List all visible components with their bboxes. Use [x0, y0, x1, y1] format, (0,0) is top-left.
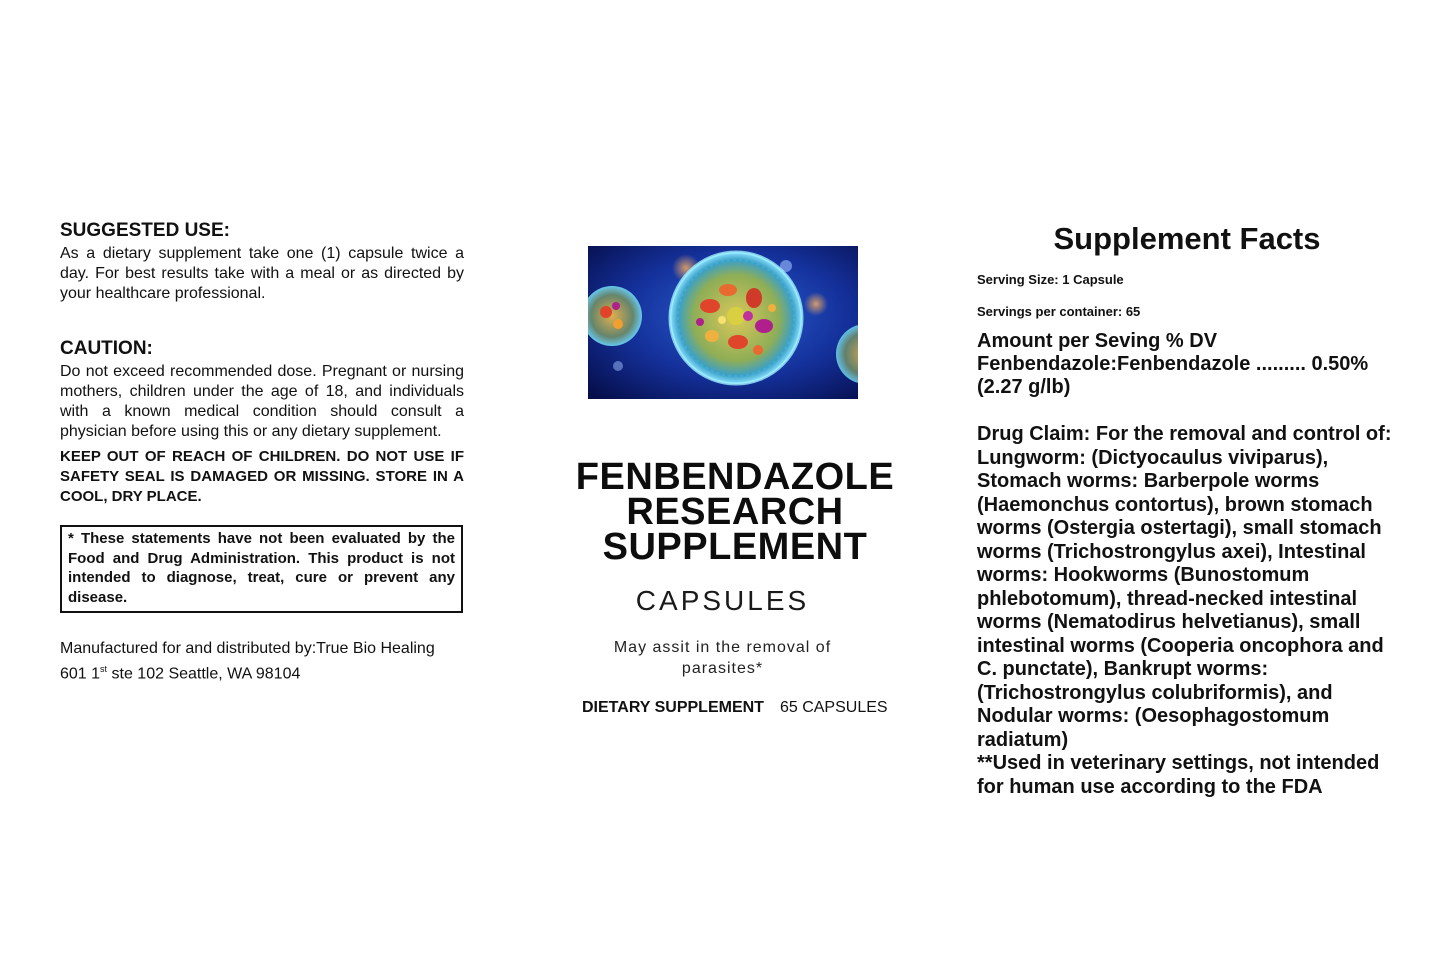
serving-size: Serving Size: 1 Capsule: [977, 272, 1124, 287]
cell-illustration: [588, 246, 858, 399]
manufacturer-ordinal: st: [100, 664, 108, 674]
product-name-line3: SUPPLEMENT: [602, 526, 868, 568]
caution-section: [60, 338, 464, 507]
suggested-use-heading: SUGGESTED USE:: [60, 220, 230, 241]
manufacturer-suffix: ste 102 Seattle, WA 98104: [107, 665, 301, 683]
right-panel: [977, 220, 1417, 799]
capsule-count: 65 CAPSULES: [779, 699, 888, 716]
ingredient-line: Fenbendazole:Fenbendazole ......... 0.50% (2.27 g/lb): [977, 353, 1369, 398]
supplement-facts-title: Supplement Facts: [1053, 221, 1321, 256]
amount-section: [977, 330, 1417, 399]
manufacturer-prefix: Manufactured for and distributed by:True Bio Healing 601 1: [60, 640, 435, 683]
suggested-use-section: [60, 220, 464, 304]
drug-claim-section: [977, 423, 1402, 799]
dietary-supplement-label: DIETARY SUPPLEMENT: [582, 699, 764, 716]
storage-warning: KEEP OUT OF REACH OF CHILDREN. DO NOT USE IF SAFETY SEAL IS DAMAGED OR MISSING. STORE IN A COOL, DRY PLACE.: [60, 448, 464, 505]
product-name-line1: FENBENDAZOLE: [575, 456, 895, 498]
fda-disclaimer-box: * These statements have not been evaluated by the Food and Drug Administration. This product is not intended to diagnose, treat, cure or prevent any disease.: [60, 525, 463, 613]
caution-text: Do not exceed recommended dose. Pregnant or nursing mothers, children under the age of 18, and individuals with a known medical condition should consult a physician before using this or any dietary supplement.: [60, 363, 464, 440]
drug-claim-text: Drug Claim: For the removal and control of: Lungworm: (Dictyocaulus viviparus), Stomach worms: Barberpole worms (Haemonchus contortus), brown stomach worms (Ostergia ostertagi), small stomach worms (Trichostrongylus axei), Intestinal worms: Hookworms (Bunostomum phlebotomum), thread-necked intestinal worms (Nematodirus helvetianus), small intestinal worms (Cooperia oncophora and C. punctate), Bankrupt worms: (Trichostrongylus colubriformis), and Nodular worms: (Oesophagostomum radiatum): [977, 423, 1392, 751]
manufacturer-info: [60, 639, 464, 684]
caution-heading: CAUTION:: [60, 338, 153, 359]
suggested-use-text: As a dietary supplement take one (1) capsule twice a day. For best results take with a meal or as directed by your healthcare professional.: [60, 245, 464, 302]
amount-header: Amount per Seving % DV: [977, 330, 1218, 352]
product-form: CAPSULES: [635, 585, 810, 616]
left-panel: [60, 220, 464, 684]
product-name: [570, 456, 900, 568]
servings-per-container: Servings per container: 65: [977, 304, 1141, 319]
microscopic-cell-image: [588, 246, 858, 399]
product-info-line: [582, 699, 902, 717]
veterinary-note: **Used in veterinary settings, not intended for human use according to the FDA: [977, 752, 1380, 798]
product-name-line2: RESEARCH: [626, 491, 844, 533]
product-tagline: May assit in the removal of parasites*: [613, 639, 832, 677]
